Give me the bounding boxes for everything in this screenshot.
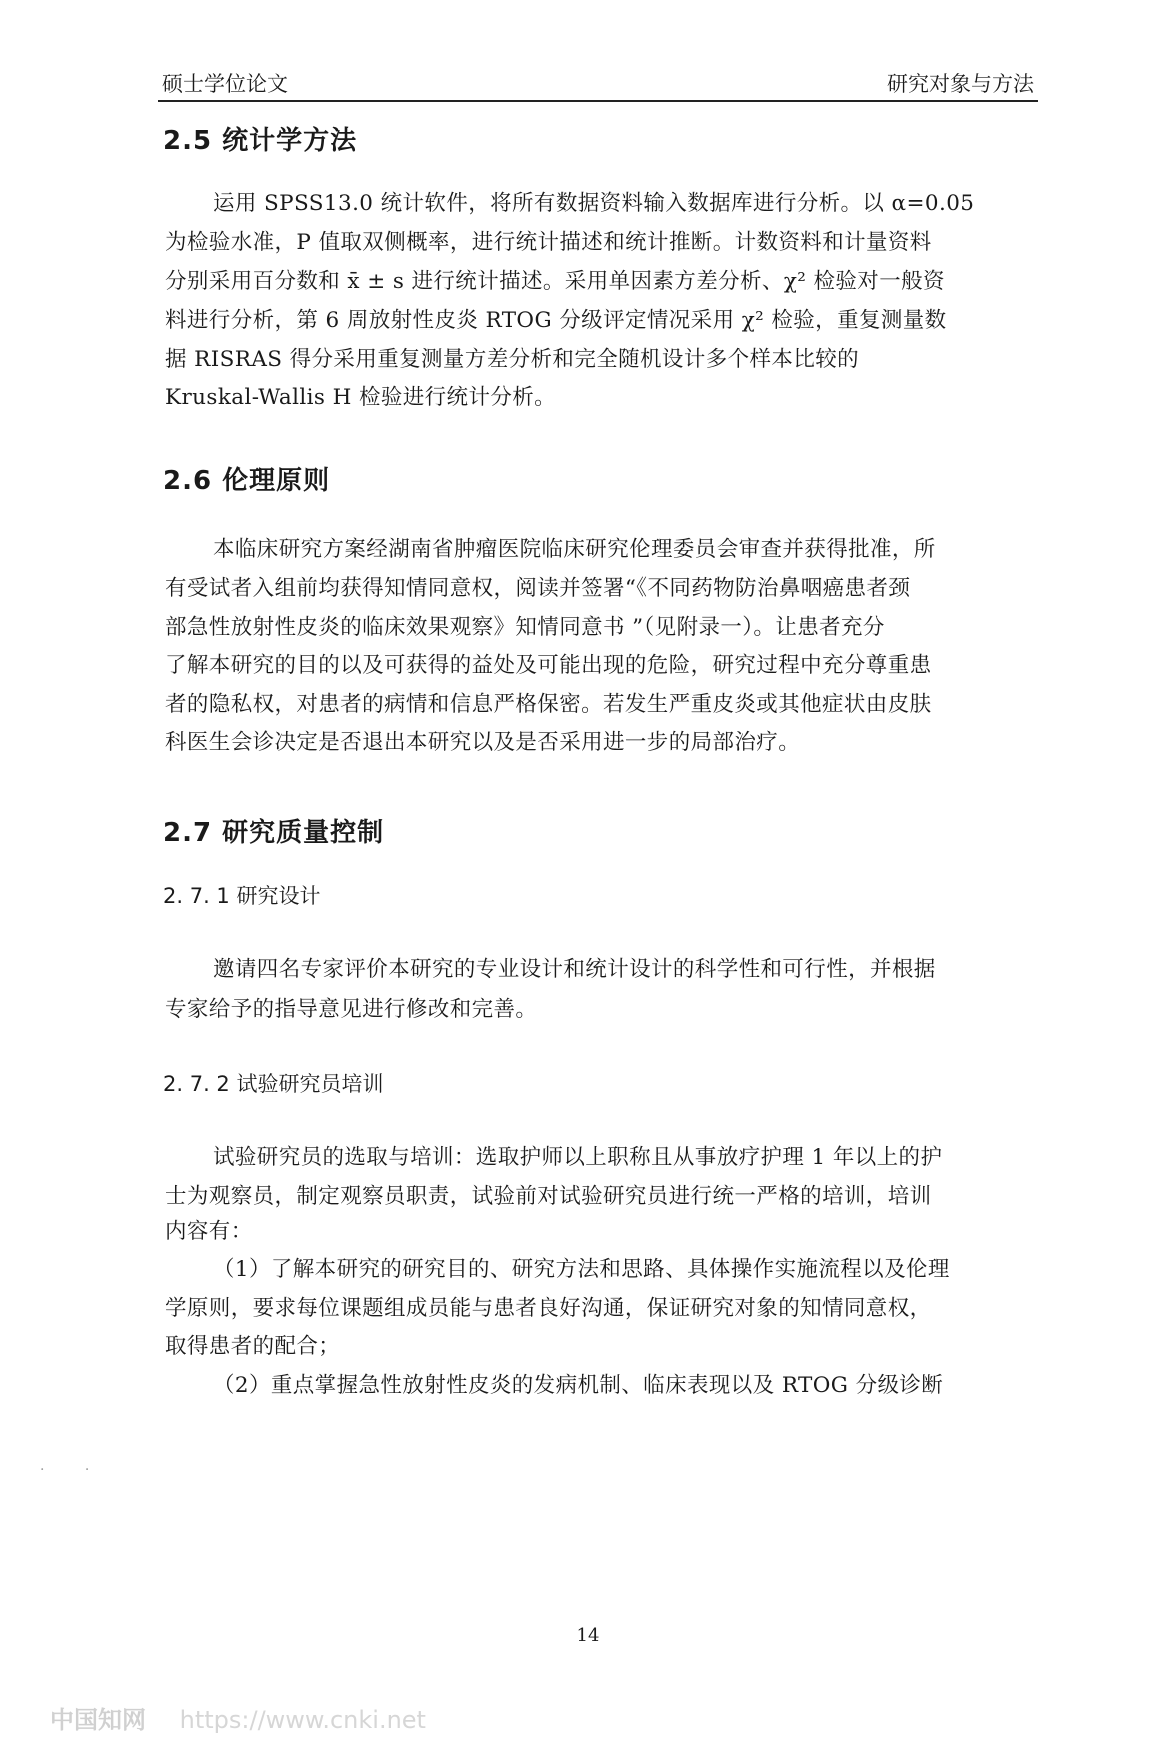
running-header — [158, 60, 1038, 102]
subsection-title-2-7-2: 2. 7. 2 试验研究员培训 — [163, 1072, 384, 1096]
paragraph-line: 有受试者入组前均获得知情同意权，阅读并签署“《不同药物防治鼻咽癌患者颈 — [165, 576, 911, 601]
paragraph-line: Kruskal-Wallis H 检验进行统计分析。 — [165, 385, 557, 410]
paragraph-line: 者的隐私权，对患者的病情和信息严格保密。若发生严重皮炎或其他症状由皮肤 — [165, 692, 932, 717]
paragraph-line: 据 RISRAS 得分采用重复测量方差分析和完全随机设计多个样本比较的 — [165, 347, 860, 372]
paragraph-line: 为检验水准，P 值取双侧概率，进行统计描述和统计推断。计数资料和计量资料 — [165, 230, 932, 255]
header-left: 硕士学位论文 — [162, 72, 288, 96]
list-item: （2）重点掌握急性放射性皮炎的发病机制、临床表现以及 RTOG 分级诊断 — [213, 1373, 944, 1398]
paragraph-line: 内容有： — [165, 1219, 253, 1244]
scan-artifact-dots: · · — [40, 1462, 108, 1478]
paragraph-line: 运用 SPSS13.0 统计软件，将所有数据资料输入数据库进行分析。以 α=0.05 — [213, 191, 975, 216]
header-right: 研究对象与方法 — [887, 72, 1034, 96]
paragraph-line: 邀请四名专家评价本研究的专业设计和统计设计的科学性和可行性，并根据 — [213, 957, 936, 982]
watermark-brand: 中国知网 — [50, 1706, 146, 1734]
paragraph-line: 了解本研究的目的以及可获得的益处及可能出现的危险，研究过程中充分尊重患 — [165, 653, 932, 678]
watermark-url: https://www.cnki.net — [179, 1706, 426, 1734]
list-item-continued: 学原则，要求每位课题组成员能与患者良好沟通，保证研究对象的知情同意权， — [165, 1296, 932, 1321]
paragraph-line: 士为观察员，制定观察员职责，试验前对试验研究员进行统一严格的培训，培训 — [165, 1184, 932, 1209]
list-item: （1）了解本研究的研究目的、研究方法和思路、具体操作实施流程以及伦理 — [213, 1257, 950, 1282]
paragraph-line: 试验研究员的选取与培训：选取护师以上职称且从事放疗护理 1 年以上的护 — [213, 1145, 943, 1170]
paragraph-line: 料进行分析，第 6 周放射性皮炎 RTOG 分级评定情况采用 χ² 检验，重复测量数 — [165, 308, 947, 333]
cnki-watermark — [50, 1700, 426, 1735]
paragraph-line: 部急性放射性皮炎的临床效果观察》知情同意书 ”（见附录一）。让患者充分 — [165, 615, 885, 640]
section-title-2-7: 2.7 研究质量控制 — [163, 818, 385, 848]
paragraph-line: 本临床研究方案经湖南省肿瘤医院临床研究伦理委员会审查并获得批准，所 — [213, 537, 936, 562]
paragraph-line: 科医生会诊决定是否退出本研究以及是否采用进一步的局部治疗。 — [165, 730, 801, 755]
paragraph-line: 分别采用百分数和 x̄ ± s 进行统计描述。采用单因素方差分析、χ² 检验对一般资 — [165, 269, 945, 294]
section-title-2-5: 2.5 统计学方法 — [163, 126, 358, 156]
paragraph-line: 专家给予的指导意见进行修改和完善。 — [165, 997, 538, 1022]
list-item-continued: 取得患者的配合； — [165, 1334, 341, 1359]
page-number: 14 — [576, 1625, 600, 1646]
section-title-2-6: 2.6 伦理原则 — [163, 466, 331, 496]
subsection-title-2-7-1: 2. 7. 1 研究设计 — [163, 884, 321, 908]
